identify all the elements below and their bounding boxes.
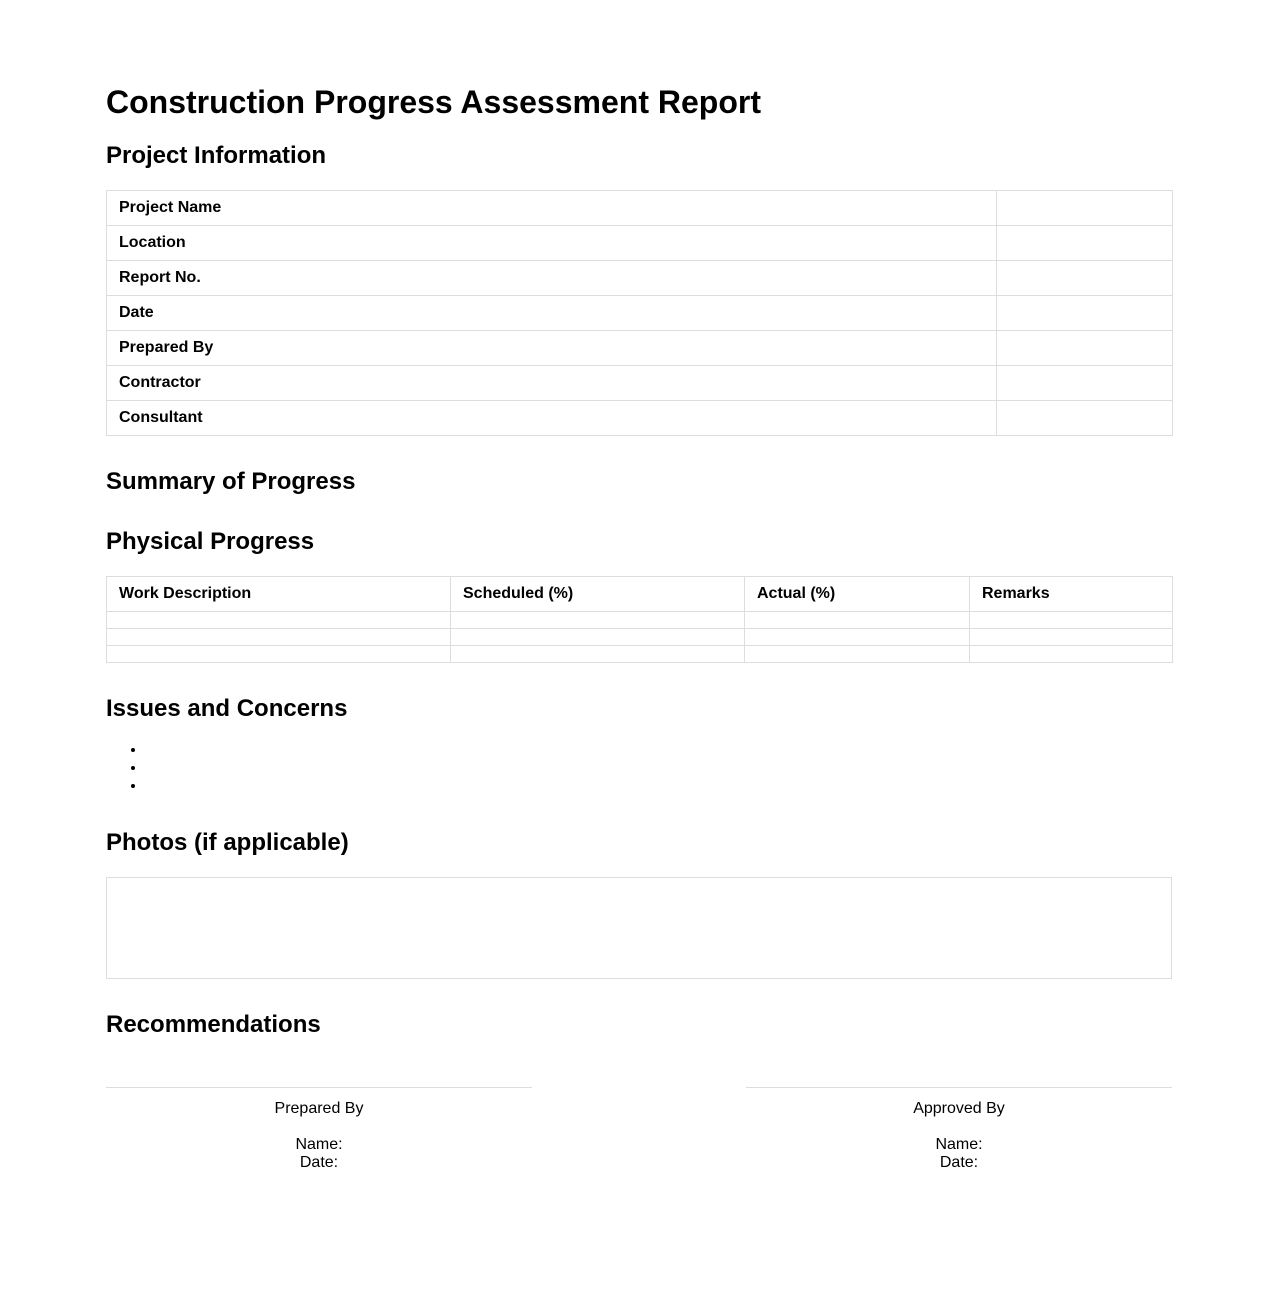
signature-date-label: Date: xyxy=(299,1154,339,1171)
project-name-value[interactable] xyxy=(997,191,1173,226)
signature-name-label: Name: xyxy=(295,1136,343,1153)
table-header-row xyxy=(107,577,1173,612)
section-heading-physical-progress: Physical Progress xyxy=(106,528,315,555)
work-description-cell[interactable] xyxy=(107,646,451,663)
scheduled-cell[interactable] xyxy=(451,629,745,646)
location-value[interactable] xyxy=(997,226,1173,261)
issues-list xyxy=(106,741,146,795)
consultant-value[interactable] xyxy=(997,401,1173,436)
table-row xyxy=(107,331,1173,366)
report-no-value[interactable] xyxy=(997,261,1173,296)
column-header-remarks: Remarks xyxy=(970,577,1173,612)
report-no-label: Report No. xyxy=(107,261,997,296)
section-heading-recommendations: Recommendations xyxy=(106,1011,321,1038)
table-row xyxy=(107,261,1173,296)
actual-cell[interactable] xyxy=(745,646,970,663)
remarks-cell[interactable] xyxy=(970,629,1173,646)
scheduled-cell[interactable] xyxy=(451,646,745,663)
section-heading-summary-of-progress: Summary of Progress xyxy=(106,468,356,495)
page-title: Construction Progress Assessment Report xyxy=(106,84,761,120)
work-description-cell[interactable] xyxy=(107,629,451,646)
column-header-work-description: Work Description xyxy=(107,577,451,612)
date-value[interactable] xyxy=(997,296,1173,331)
photo-placeholder-box[interactable] xyxy=(106,877,1172,979)
location-label: Location xyxy=(107,226,997,261)
signature-date-label: Date: xyxy=(939,1154,979,1171)
remarks-cell[interactable] xyxy=(970,612,1173,629)
signature-block-approved xyxy=(746,1087,1172,1172)
table-row xyxy=(107,296,1173,331)
column-header-actual: Actual (%) xyxy=(745,577,970,612)
section-heading-photos: Photos (if applicable) xyxy=(106,829,349,856)
signature-block-prepared xyxy=(106,1087,532,1172)
contractor-label: Contractor xyxy=(107,366,997,401)
prepared-by-label: Prepared By xyxy=(107,331,997,366)
signature-role-approved: Approved By xyxy=(913,1100,1005,1117)
date-label: Date xyxy=(107,296,997,331)
actual-cell[interactable] xyxy=(745,612,970,629)
table-row xyxy=(107,629,1173,646)
table-row xyxy=(107,226,1173,261)
section-heading-project-information: Project Information xyxy=(106,142,327,169)
signature-role-prepared: Prepared By xyxy=(274,1100,364,1117)
scheduled-cell[interactable] xyxy=(451,612,745,629)
section-heading-issues-and-concerns: Issues and Concerns xyxy=(106,695,348,722)
project-info-table xyxy=(106,190,1173,436)
column-header-scheduled: Scheduled (%) xyxy=(451,577,745,612)
physical-progress-table xyxy=(106,576,1173,663)
prepared-by-value[interactable] xyxy=(997,331,1173,366)
contractor-value[interactable] xyxy=(997,366,1173,401)
consultant-label: Consultant xyxy=(107,401,997,436)
project-name-label: Project Name xyxy=(107,191,997,226)
table-row xyxy=(107,401,1173,436)
actual-cell[interactable] xyxy=(745,629,970,646)
table-row xyxy=(107,646,1173,663)
table-row xyxy=(107,366,1173,401)
remarks-cell[interactable] xyxy=(970,646,1173,663)
table-row xyxy=(107,612,1173,629)
work-description-cell[interactable] xyxy=(107,612,451,629)
signature-name-label: Name: xyxy=(935,1136,983,1153)
table-row xyxy=(107,191,1173,226)
